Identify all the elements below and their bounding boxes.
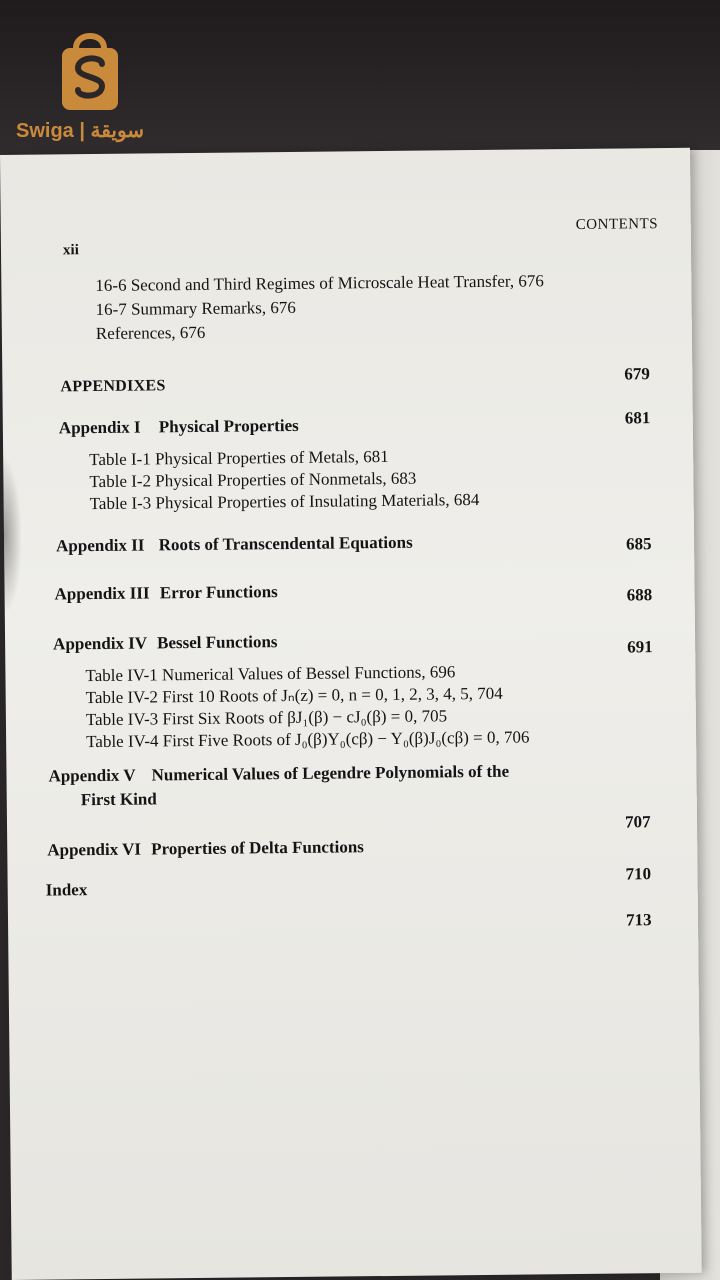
appendix-4-heading — [53, 632, 278, 654]
brand-latin: Swiga — [16, 120, 74, 142]
index-page: 713 — [625, 910, 652, 930]
appendix-5-title: Numerical Values of Legendre Polynomials of the — [151, 761, 510, 785]
appendix-2-label: Appendix II — [55, 535, 145, 556]
chapter-entry: References, 676 — [95, 322, 206, 344]
appendix-6-page: 710 — [625, 864, 652, 884]
appendix-4-title: Bessel Functions — [156, 632, 278, 653]
table-entry: Table I-1 Physical Properties of Metals, 681 — [89, 446, 389, 470]
watermark-logo — [16, 26, 166, 146]
table-entry: Table IV-4 First Five Roots of J₀(β)Y₀(cβ) − Y₀(β)J₀(cβ) = 0, 706 — [86, 727, 530, 752]
brand-separator: | — [79, 120, 85, 142]
appendix-2-heading — [56, 533, 413, 557]
appendix-5-heading — [48, 762, 509, 787]
brand-arabic: سويقة — [90, 120, 145, 142]
appendix-1-title: Physical Properties — [158, 415, 299, 437]
appendix-3-heading — [55, 582, 278, 604]
book-page — [0, 148, 702, 1280]
index-heading: Index — [45, 880, 88, 900]
appendix-6-heading — [47, 837, 364, 860]
watermark-text — [16, 118, 186, 143]
table-entry: Table I-2 Physical Properties of Nonmetals, 683 — [89, 468, 417, 492]
appendix-1-heading — [59, 416, 299, 439]
appendix-6-title: Properties of Delta Functions — [151, 837, 364, 859]
appendixes-page: 679 — [624, 364, 650, 384]
chapter-entry: 16-7 Summary Remarks, 676 — [95, 297, 296, 320]
table-entry: Table IV-1 Numerical Values of Bessel Functions, 696 — [85, 662, 456, 686]
appendix-2-page: 685 — [626, 534, 652, 554]
appendix-3-title: Error Functions — [159, 582, 278, 603]
table-entry: Table IV-2 First 10 Roots of Jₙ(z) = 0, n = 0, 1, 2, 3, 4, 5, 704 — [85, 683, 503, 708]
appendix-4-label: Appendix IV — [53, 633, 147, 654]
appendix-5-title-continued: First Kind — [80, 789, 157, 810]
appendixes-heading: APPENDIXES — [60, 377, 166, 396]
appendix-2-title: Roots of Transcendental Equations — [158, 532, 413, 555]
appendix-4-page: 691 — [627, 637, 653, 657]
table-entry: Table IV-3 First Six Roots of βJ₁(β) − cJ₀(β) = 0, 705 — [85, 706, 448, 730]
appendix-1-label: Appendix I — [58, 417, 141, 438]
page-number: xii — [62, 242, 79, 259]
appendix-5-page: 707 — [624, 812, 651, 832]
chapter-entry: 16-6 Second and Third Regimes of Microscale Heat Transfer, 676 — [95, 271, 544, 296]
appendix-3-page: 688 — [626, 585, 653, 605]
appendix-1-page: 681 — [624, 408, 651, 428]
shopping-bag-s-icon — [58, 26, 122, 112]
table-entry: Table I-3 Physical Properties of Insulating Materials, 684 — [89, 489, 480, 514]
appendix-6-label: Appendix VI — [47, 839, 142, 860]
appendix-5-label: Appendix V — [48, 765, 136, 786]
appendix-3-label: Appendix III — [54, 583, 150, 604]
running-title: CONTENTS — [575, 216, 659, 233]
